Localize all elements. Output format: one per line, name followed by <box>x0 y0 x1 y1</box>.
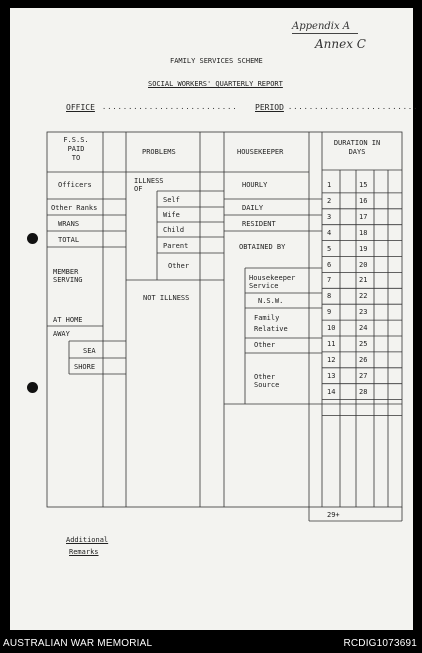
row-total: TOTAL <box>58 236 80 244</box>
day-cell: 28 <box>359 387 368 396</box>
day-cell: 22 <box>359 292 368 301</box>
day-cell: 13 <box>327 371 336 380</box>
footer-institution: AUSTRALIAN WAR MEMORIAL <box>3 638 153 649</box>
hk-other: Other <box>254 341 276 349</box>
illness-parent: Parent <box>163 242 189 250</box>
hk-housekeeper-service: Housekeeper Service <box>249 274 296 290</box>
hk-nsw: N.S.W. <box>258 297 284 305</box>
day-cell: 18 <box>359 228 368 237</box>
not-illness-label: NOT ILLNESS <box>143 294 190 302</box>
hk-resident: RESIDENT <box>242 220 276 228</box>
day-cell: 5 <box>327 244 332 253</box>
header-fss: F.S.S. PAID TO <box>63 136 89 162</box>
period-dotted-line: ......................... <box>288 103 419 111</box>
illness-child: Child <box>163 226 185 234</box>
day-cell: 24 <box>359 324 368 333</box>
day-cell: 4 <box>327 228 332 237</box>
hk-other-source: Other Source <box>254 373 280 389</box>
day-cell: 19 <box>359 244 368 253</box>
day-cell: 11 <box>327 340 336 348</box>
report-title: SOCIAL WORKERS' QUARTERLY REPORT <box>148 80 283 88</box>
row-away: AWAY <box>53 330 70 338</box>
day-cell: 7 <box>327 276 332 285</box>
day-cell: 25 <box>359 340 368 348</box>
footer-record-id: RCDIG1073691 <box>343 638 417 649</box>
day-cell: 26 <box>359 355 368 364</box>
hk-obtained-by: OBTAINED BY <box>239 243 286 251</box>
illness-of-label: ILLNESS OF <box>134 177 164 193</box>
office-label: OFFICE <box>66 103 95 112</box>
hk-family-relative: Family Relative <box>254 314 288 333</box>
row-sea: SEA <box>83 347 96 355</box>
header-duration: DURATION IN DAYS <box>333 139 381 156</box>
period-label: PERIOD <box>255 103 284 112</box>
illness-wife: Wife <box>163 211 180 219</box>
illness-self: Self <box>163 196 180 204</box>
day-cell: 20 <box>359 260 368 269</box>
day-cell: 17 <box>359 212 368 221</box>
hk-hourly: HOURLY <box>242 181 268 189</box>
day-cell: 10 <box>327 324 336 333</box>
day-cell: 6 <box>327 260 332 269</box>
day-cell: 8 <box>327 292 332 301</box>
office-dotted-line: .......................... <box>102 103 238 111</box>
handwritten-annex: Annex C <box>315 37 366 51</box>
illness-other: Other <box>168 262 190 270</box>
row-at-home: AT HOME <box>53 316 83 324</box>
handwritten-appendix: Appendix A <box>292 21 351 32</box>
row-member: MEMBER <box>53 268 79 276</box>
day-cell: 9 <box>327 308 332 317</box>
day-cell: 14 <box>327 387 336 396</box>
row-wrans: WRANS <box>58 220 80 228</box>
row-shore: SHORE <box>74 363 96 371</box>
row-other-ranks: Other Ranks <box>51 204 98 212</box>
day-cell: 15 <box>359 181 368 189</box>
day-cell: 1 <box>327 181 332 189</box>
day-cell: 16 <box>359 196 368 205</box>
hk-daily: DAILY <box>242 204 264 212</box>
additional-label: Additional <box>66 536 109 544</box>
scheme-title: FAMILY SERVICES SCHEME <box>170 57 263 65</box>
day-cell: 23 <box>359 308 368 317</box>
day-cell: 3 <box>327 212 332 221</box>
header-housekeeper: HOUSEKEEPER <box>237 148 284 156</box>
day-cell: 12 <box>327 355 336 364</box>
remarks-label: Remarks <box>69 548 99 556</box>
row-serving: SERVING <box>53 276 83 284</box>
days-29-plus: 29+ <box>327 511 340 519</box>
day-cell: 27 <box>359 371 368 380</box>
header-problems: PROBLEMS <box>142 148 176 156</box>
day-cell: 21 <box>359 276 368 285</box>
row-officers: Officers <box>58 181 92 189</box>
day-cell: 2 <box>327 196 332 205</box>
